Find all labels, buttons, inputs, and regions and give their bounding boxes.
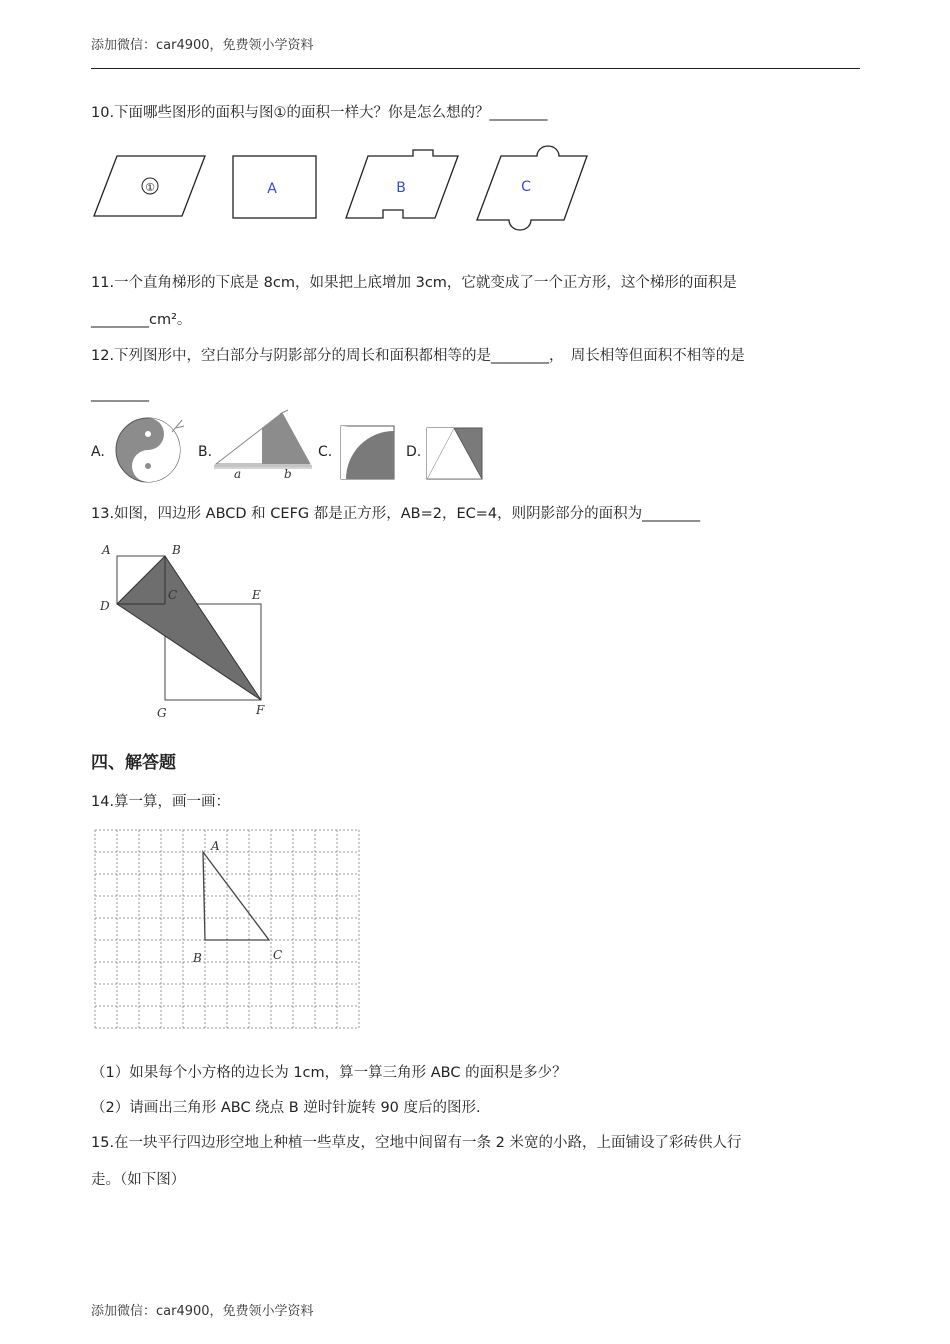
question-13: 13.如图，四边形 ABCD 和 CEFG 都是正方形，AB=2，EC=4，则阴影部分的面积为________ <box>91 506 701 522</box>
option-b-figure <box>210 408 320 483</box>
q10-figures <box>90 148 600 238</box>
option-a-label: A. <box>91 444 105 460</box>
option-c-figure <box>338 424 398 484</box>
shape-b-label: B <box>396 180 406 196</box>
shape-c-label: C <box>521 179 531 195</box>
question-14: 14.算一算，画一画： <box>91 794 231 810</box>
q14-grid-figure <box>93 828 357 1034</box>
page-footer: 添加微信：car4900，免费领小学资料 <box>91 1304 314 1319</box>
option-d-figure <box>424 426 486 482</box>
question-14-sub2: （2）请画出三角形 ABC 绕点 B 逆时针旋转 90 度后的图形. <box>91 1100 481 1116</box>
label-b: B <box>172 543 181 557</box>
label-a: A <box>211 839 220 853</box>
question-10: 10.下面哪些图形的面积与图①的面积一样大？你是怎么想的？________ <box>91 105 548 121</box>
header-divider <box>91 68 860 69</box>
grid-lines <box>95 830 359 1028</box>
shape-1-parallelogram <box>94 156 205 216</box>
b-label-a: a <box>234 467 242 481</box>
question-12-line2: ________ <box>91 386 149 402</box>
shape-1-label: ① <box>145 181 155 194</box>
question-11-line2: ________cm²。 <box>91 312 192 328</box>
shape-b-shape <box>346 150 458 218</box>
label-e: E <box>252 588 261 602</box>
label-c: C <box>168 588 178 602</box>
question-11-line1: 11.一个直角梯形的下底是 8cm，如果把上底增加 3cm，它就变成了一个正方形，这个梯形的面积是 <box>91 275 737 291</box>
shape-a-rectangle <box>233 156 316 218</box>
label-g: G <box>157 706 167 720</box>
option-b-label: B. <box>198 444 213 460</box>
option-c-label: C. <box>318 444 333 460</box>
label-f: F <box>256 703 265 717</box>
label-d: D <box>100 599 110 613</box>
question-15-line2: 走。（如下图） <box>91 1172 186 1188</box>
option-d-label: D. <box>406 444 422 460</box>
shape-a-label: A <box>267 181 277 197</box>
b-label-b: b <box>284 467 292 481</box>
page-header: 添加微信：car4900，免费领小学资料 <box>91 38 314 53</box>
question-12-line1: 12.下列图形中，空白部分与阴影部分的周长和面积都相等的是________， 周长相等但面积不相等的是 <box>91 348 745 364</box>
label-a: A <box>102 543 111 557</box>
label-b: B <box>193 951 202 965</box>
q13-figure <box>96 540 276 725</box>
question-14-sub1: （1）如果每个小方格的边长为 1cm，算一算三角形 ABC 的面积是多少？ <box>91 1065 567 1081</box>
label-c: C <box>273 948 283 962</box>
section-title: 四、解答题 <box>91 753 176 773</box>
shape-c-shape <box>477 146 587 230</box>
question-15-line1: 15.在一块平行四边形空地上种植一些草皮，空地中间留有一条 2 米宽的小路，上面铺设了彩砖供人行 <box>91 1135 742 1151</box>
option-a-figure <box>110 414 190 484</box>
